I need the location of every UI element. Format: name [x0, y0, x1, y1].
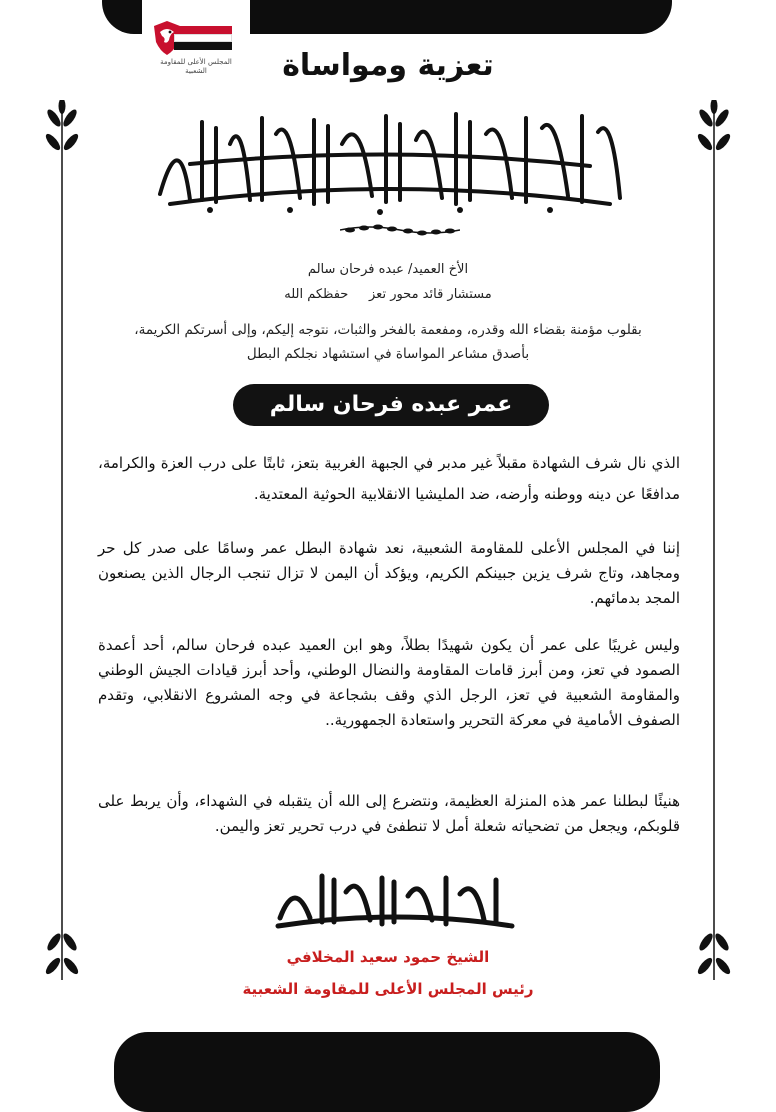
recipient-name: الأخ العميد/ عبده فرحان سالم	[307, 262, 469, 277]
left-vine-ornament-icon	[42, 100, 82, 980]
inna-lillah-calligraphy	[270, 868, 520, 932]
paragraph-4: هنيئًا لبطلنا عمر هذه المنزلة العظيمة، ونتضرع إلى الله أن يتقبله في الشهداء، وأن يربط على قلوبكم، ويجعل من تضحياته شعلة أمل لا تنطفئ في درب تحرير تعز واليمن.	[98, 792, 680, 835]
signatory-name: الشيخ حمود سعيد المخلافي	[286, 948, 490, 966]
paragraph-1: الذي نال شرف الشهادة مقبلاً غير مدبر في الجبهة الغربية بتعز، ثابتًا على درب العزة والكرامة، مدافعًا عن دينه ووطنه وأرضه، ضد المليشيا الانقلابية الحوثية المعتدية.	[98, 454, 680, 503]
page-title: تعزية ومواساة	[282, 48, 494, 83]
recipient-title: مستشار قائد محور تعز حفظكم الله	[284, 287, 492, 302]
ornament-divider-icon	[340, 222, 460, 238]
right-vine-ornament-icon	[694, 100, 734, 980]
paragraph-3: وليس غريبًا على عمر أن يكون شهيدًا بطلاً، وهو ابن العميد عبده فرحان سالم، أحد أعمدة الصمود في تعز، ومن أبرز قامات المقاومة والنضال الوطني، وأحد أبرز قيادات الجيش الوطني والمقاومة الشعبية في تعز، الرجل الذي وقف بشجاعة في وجه المشروع الانقلابي، وتقدم الصفوف الأمامية في معركة التحرير واستعادة الجمهورية..	[98, 636, 680, 729]
bottom-decorative-bar	[114, 1032, 660, 1112]
intro-line-1: بقلوب مؤمنة بقضاء الله وقدره، ومفعمة بالفخر والثبات، نتوجه إليكم، وإلى أسرتكم الكريمة،	[134, 322, 642, 338]
signatory-title: رئيس المجلس الأعلى للمقاومة الشعبية	[242, 980, 534, 998]
logo-org-name: المجلس الأعلى للمقاومة الشعبية	[160, 58, 232, 75]
intro-line-2: بأصدق مشاعر المواساة في استشهاد نجلكم البطل	[246, 346, 530, 362]
martyr-name-banner: عمر عبده فرحان سالم	[233, 384, 549, 426]
quran-verse-calligraphy	[150, 104, 630, 216]
paragraph-2: إننا في المجلس الأعلى للمقاومة الشعبية، نعد شهادة البطل عمر وسامًا على صدر كل حر ومجاهد، وتاج شرف يزين جبينكم الكريم، ويؤكد أن اليمن لا تزال تنجب الرجال الذين يصنعون المجد بدمائهم.	[98, 539, 680, 607]
